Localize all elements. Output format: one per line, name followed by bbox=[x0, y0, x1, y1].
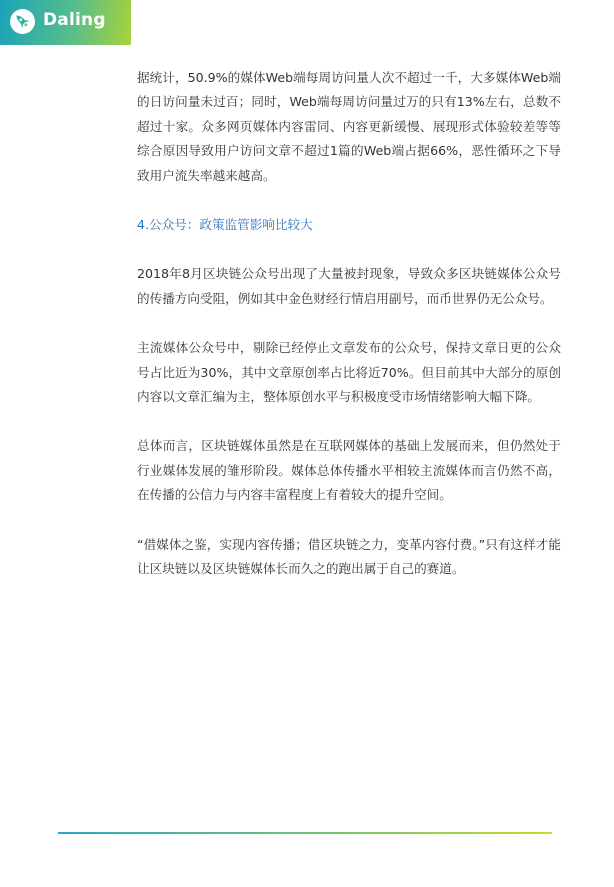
brand-banner bbox=[0, 0, 131, 45]
paragraph-web-traffic: 据统计，50.9%的媒体Web端每周访问量人次不超过一千，大多媒体Web端的日访问量未过百；同时，Web端每周访问量过万的只有13%左右，总数不超过十家。众多网页媒体内容雷同、内容更新缓慢、展现形式体验较差等等综合原因导致用户访问文章不超过1篇的Web端占据66%，恶性循环之下导致用户流失率越来越高。 bbox=[137, 70, 561, 183]
section-heading: 4.公众号：政策监管影响比较大 bbox=[137, 217, 313, 233]
brand-name: Daling bbox=[43, 10, 106, 30]
document-body bbox=[137, 66, 561, 582]
paragraph-mainstream-accounts: 主流媒体公众号中，剔除已经停止文章发布的公众号，保持文章日更的公众号占比近为30%，其中文章原创率占比将近70%。但目前其中大部分的原创内容以文章汇编为主，整体原创水平与积极度受市场情绪影响大幅下降。 bbox=[137, 340, 561, 405]
paragraph-summary: 总体而言，区块链媒体虽然是在互联网媒体的基础上发展而来，但仍然处于行业媒体发展的雏形阶段。媒体总体传播水平相较主流媒体而言仍然不高，在传播的公信力与内容丰富程度上有着较大的提升空间。 bbox=[137, 438, 561, 503]
footer-divider bbox=[58, 832, 552, 834]
rocket-icon bbox=[10, 9, 35, 34]
paragraph-closing-quote: “借媒体之鉴，实现内容传播；借区块链之力，变革内容付费。”只有这样才能让区块链以及区块链媒体长而久之的跑出属于自己的赛道。 bbox=[137, 536, 561, 577]
paragraph-account-ban: 2018年8月区块链公众号出现了大量被封现象，导致众多区块链媒体公众号的传播方向受阻，例如其中金色财经行情启用副号，而币世界仍无公众号。 bbox=[137, 266, 561, 306]
